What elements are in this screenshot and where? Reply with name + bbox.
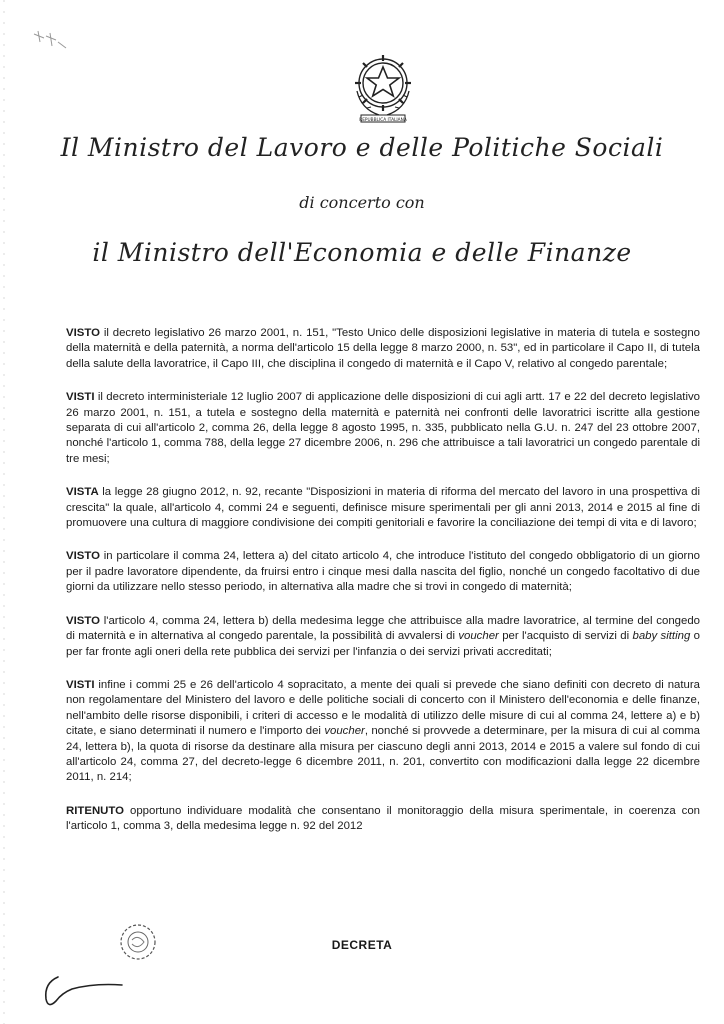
paragraph-text: l'articolo 4, comma 24, lettera b) della medesima legge che attribuisce alla madre lavoratrice, al termine del congedo di maternità e in alternativa al congedo parentale, la possibilità di avvalersi di — [66, 614, 700, 643]
corner-scribble-icon — [30, 28, 70, 54]
paragraph-text: in particolare il comma 24, lettera a) del citato articolo 4, che introduce l'istituto del congedo obbligatorio di un giorno per il padre lavoratore dipendente, da fruirsi entro i cinque mesi dalla nascita del figlio, nonché un congedo facoltativo di due giorni da utilizzare nello stesso periodo, in alternativa alla madre che si trovi in congedo di maternità; — [66, 550, 700, 594]
paragraph-text: il decreto interministeriale 12 luglio 2007 di applicazione delle disposizioni di cui agli artt. 17 e 22 del decreto legislativo 26 marzo 2001, n. 151, a tutela e sostegno della maternità e paternità nei confronti delle lavoratrici iscritte alla gestione separata di cui all'articolo 2, comma 26, della legge 8 agosto 1995, n. 335, pubblicato nella G.U. n. 247 del 23 ottobre 2007, nonché l'articolo 1, comma 788, della legge 27 dicembre 2006, n. 296 che attribuisce a tali lavoratrici un congedo parentale di tre mesi; — [66, 391, 701, 465]
paragraph-visto-1 — [66, 326, 700, 372]
paragraph-lead: VISTI — [66, 678, 95, 691]
paragraph-visti-2 — [66, 678, 700, 786]
decreta-heading: DECRETA — [331, 938, 393, 952]
co-minister-title: il Ministro dell'Economia e delle Finanze — [92, 238, 632, 267]
repubblica-italiana-emblem-icon — [343, 45, 423, 125]
minister-title: Il Ministro del Lavoro e delle Politiche Sociali — [60, 133, 664, 162]
paragraph-lead: VISTO — [66, 614, 100, 627]
paragraph-ritenuto — [66, 804, 700, 835]
paragraph-emphasis: voucher — [324, 725, 365, 738]
paragraph-text: il decreto legislativo 26 marzo 2001, n. 151, "Testo Unico delle disposizioni legislative in materia di tutela e sostegno della maternità e della paternità, a norma dell'articolo 15 della legge 8 marzo 2000, n. 53", ed in particolare il Capo II, di tutela della salute della lavoratrice, il Capo III, che disciplina il congedo di maternità e il Capo V, relativo al congedo parentale; — [66, 327, 700, 370]
paragraph-text: per l'acquisto di servizi di — [502, 630, 630, 643]
paragraph-visto-3 — [66, 614, 700, 660]
paragraph-visto-2 — [66, 549, 700, 595]
scan-edge-artifact — [2, 0, 6, 1024]
paragraph-text: la legge 28 giugno 2012, n. 92, recante "Disposizioni in materia di riforma del mercato del lavoro in una prospettiva di crescita" la quale, all'articolo 4, commi 24 e seguenti, definisce misure sperimentali per gli anni 2013, 2014 e 2015 al fine di promuovere una cultura di maggiore condivisione dei compiti genitoriali e favorire la conciliazione dei tempi di vita e di lavoro; — [66, 486, 701, 530]
paragraph-lead: RITENUTO — [66, 804, 125, 817]
decree-body — [66, 326, 700, 853]
paragraph-lead: VISTI — [66, 391, 95, 404]
paragraph-text: infine i commi 25 e 26 dell'articolo 4 sopracitato, a mente dei quali si prevede che siano definiti con decreto di natura non regolamentare del Ministero del lavoro e delle politiche sociali di concerto con il Ministero dell'economia e delle finanze, nell'ambito delle risorse disponibili, i criteri di accesso e le modalità di utilizzo delle misure di cui al comma 24, lettere a) e b) citate, e siano determinati il numero e l'importo dei — [66, 678, 701, 738]
emblem-ribbon-text: REPUBBLICA ITALIANA — [359, 117, 407, 123]
paragraph-emphasis: voucher — [458, 630, 499, 643]
paragraph-visti-1 — [66, 390, 700, 467]
paragraph-lead: VISTO — [66, 550, 100, 563]
paragraph-vista — [66, 485, 700, 531]
paragraph-text: o per far fronte agli oneri della rete pubblica dei servizi per l'infanzia o dei servizi privati accreditati; — [66, 630, 700, 658]
paragraph-text: opportuno individuare modalità che consentano il monitoraggio della misura sperimentale, in coerenza con l'articolo 1, comma 3, della medesima legge n. 92 del 2012 — [66, 804, 701, 833]
paragraph-emphasis: baby sitting — [632, 630, 691, 643]
paragraph-lead: VISTA — [66, 486, 99, 499]
handwritten-initial-icon — [38, 965, 128, 1015]
concert-subtitle: di concerto con — [299, 193, 425, 212]
paragraph-text: , nonché si provvede a determinare, per la misura di cui al comma 24, lettera b), la quota di risorse da destinare alla misura per ciascuno degli anni 2013, 2014 e 2015 a valere sul fondo di cui all'articolo 24, comma 27, del decreto-legge 6 dicembre 2011, n. 201, convertito con modificazioni dalla legge 22 dicembre 2011, n. 214; — [66, 725, 701, 784]
paragraph-lead: VISTO — [66, 327, 100, 339]
